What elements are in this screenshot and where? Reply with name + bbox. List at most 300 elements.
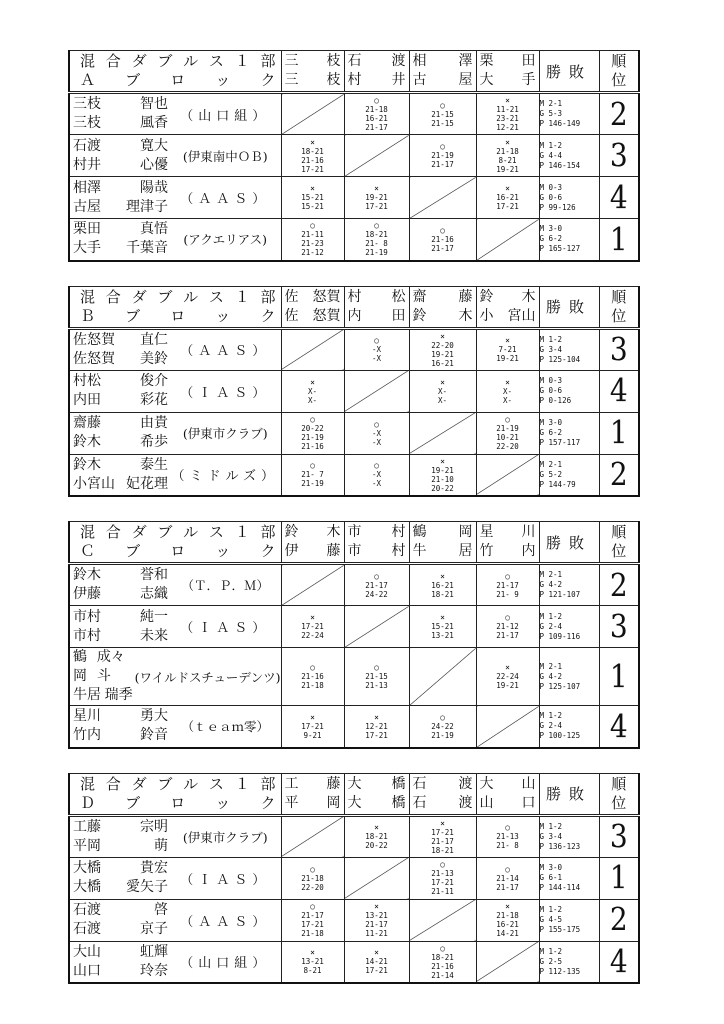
match-result	[344, 219, 409, 261]
block-table	[68, 50, 640, 262]
game-score: 22-20	[301, 882, 324, 892]
match-result	[476, 328, 539, 370]
win-mark: ○	[310, 415, 315, 424]
surname: 齋	[412, 288, 427, 305]
game-score: 9-21	[303, 730, 322, 740]
game-score: 14-21	[496, 929, 519, 938]
game-score: X-	[502, 386, 513, 396]
stat-line: P 165-127	[539, 244, 581, 254]
game-score: 21- 7	[301, 470, 324, 480]
pair-row	[69, 606, 639, 648]
surname: 村	[347, 72, 362, 88]
opponent-header	[476, 522, 539, 564]
game-score: 21-18	[301, 929, 324, 938]
surname: 手	[521, 72, 536, 88]
stat-line: M 1-2	[539, 611, 563, 621]
block-title: 混 合 ダ ブ ル ス １ 部 Ｂ ブ ロ ッ ク	[69, 286, 281, 328]
loss-mark: ×	[505, 184, 510, 193]
game-score: 18-21	[301, 146, 324, 156]
match-result	[476, 815, 539, 857]
match-result	[476, 606, 539, 648]
surname: 枝	[326, 72, 341, 88]
player-name: 石渡 啓	[73, 902, 168, 918]
surname: 屋	[458, 72, 473, 88]
game-score: 16-21	[496, 193, 519, 202]
player-name: 大手 千葉音	[73, 240, 168, 257]
pair-row	[69, 857, 639, 899]
surname: 岡	[458, 524, 473, 540]
stat-line: M 1-2	[539, 946, 563, 956]
game-score: 22-20	[496, 442, 519, 451]
stat-line: M 3-0	[539, 863, 563, 872]
game-score: 21-16	[301, 442, 324, 451]
win-loss-stats	[539, 454, 599, 496]
club-name: （山口組）	[180, 108, 271, 124]
win-mark: ○	[374, 461, 379, 471]
stat-line: G 4-5	[539, 915, 563, 924]
game-score: 17-21	[496, 202, 519, 211]
loss-mark: ×	[374, 184, 379, 193]
rank-value: 3	[599, 131, 639, 179]
win-mark: ○	[310, 864, 315, 874]
club-name: （Ｔ．Ｐ．Ｍ）	[181, 578, 269, 593]
player-name: 大山 虹輝	[73, 943, 168, 960]
player-name: 大橋 愛矢子	[73, 879, 168, 895]
win-mark: ○	[505, 613, 510, 622]
match-result	[344, 93, 409, 135]
player-name: 牛居 瑞季	[73, 687, 133, 703]
win-mark: ○	[505, 864, 510, 874]
rank-value: 1	[599, 854, 639, 902]
loss-mark: ×	[310, 137, 315, 147]
match-result	[409, 706, 476, 748]
surname: 渡	[458, 775, 473, 792]
club-name: (伊東市クラブ)	[182, 426, 268, 441]
win-loss-stats	[539, 606, 599, 648]
loss-mark: ×	[505, 336, 510, 345]
game-score: 16-21	[365, 114, 388, 123]
game-score: 21- 9	[496, 589, 519, 599]
game-score: 15-21	[301, 193, 324, 202]
match-result	[409, 941, 476, 983]
game-score: 19-21	[431, 465, 454, 475]
match-result	[281, 706, 344, 748]
surname: 渡	[458, 794, 473, 811]
surname: 田	[391, 307, 406, 324]
game-score: 22-24	[301, 631, 324, 640]
rank-value: 1	[599, 643, 639, 710]
game-score: 17-21	[431, 878, 454, 887]
match-result	[281, 454, 344, 496]
game-score: 11-21	[365, 929, 388, 938]
win-mark: ○	[374, 96, 379, 105]
surname: 木	[521, 288, 536, 305]
game-score: 7-21	[498, 345, 517, 354]
surname: 怒賀	[312, 307, 341, 324]
player-name: 村松 俊介	[73, 373, 168, 389]
rank-value: 2	[599, 560, 639, 608]
surname: 村	[347, 288, 362, 305]
rank-header: 順 位	[599, 522, 639, 564]
stat-line: M 0-3	[539, 182, 563, 192]
stat-line: M 1-2	[539, 334, 563, 344]
surname: 岡	[326, 794, 341, 811]
club-name: （ＡＡＳ）	[180, 192, 271, 207]
game-score: 21-19	[301, 479, 324, 489]
stat-line: M 3-0	[539, 418, 563, 427]
surname: 藤	[326, 543, 341, 559]
stat-line: P 146-154	[539, 160, 581, 170]
surname: 石	[412, 794, 427, 811]
surname: 内	[347, 307, 362, 324]
game-score: 19-21	[365, 193, 388, 202]
game-score: 21-19	[431, 151, 454, 160]
game-score: 22-20	[431, 340, 454, 350]
player-name: 相澤 陽哉	[73, 179, 168, 196]
rank-value: 3	[599, 602, 639, 650]
stat-line: P 112-135	[539, 966, 581, 976]
player-name: 市村 未来	[73, 627, 168, 644]
club-name: （ミドルズ）	[171, 469, 280, 485]
surname: 村	[391, 543, 406, 559]
stat-line: P 100-125	[539, 731, 581, 741]
opponent-header	[281, 773, 344, 815]
match-result	[281, 135, 344, 177]
surname: 藤	[458, 288, 473, 305]
self-match-cell	[344, 857, 409, 899]
win-mark: ○	[374, 336, 379, 345]
game-score: 8-21	[498, 155, 517, 165]
player-name: 工藤 宗明	[73, 818, 168, 835]
win-loss-header: 勝敗	[539, 522, 599, 564]
win-mark: ○	[440, 142, 445, 151]
win-loss-stats	[539, 899, 599, 941]
surname: 大	[347, 775, 362, 792]
game-score: 21-19	[431, 730, 454, 740]
self-match-cell	[281, 564, 344, 606]
player-name: 石渡 寛大	[73, 137, 168, 154]
self-match-cell	[476, 941, 539, 983]
rank-value: 1	[599, 215, 639, 263]
game-score: 23-21	[496, 114, 519, 123]
game-score: 17-21	[431, 827, 454, 837]
game-score: 12-21	[496, 123, 519, 132]
match-result	[476, 370, 539, 412]
stat-line: P 136-123	[539, 841, 581, 851]
loss-mark: ×	[440, 331, 445, 341]
pair-cell	[69, 135, 281, 177]
stat-line: G 0-6	[539, 192, 563, 202]
surname: 大	[479, 72, 494, 88]
match-result	[281, 412, 344, 454]
stat-line: G 2-5	[539, 956, 563, 966]
self-match-cell	[409, 412, 476, 454]
stat-line: G 5-2	[539, 469, 563, 479]
self-match-cell	[281, 93, 344, 135]
match-result	[281, 606, 344, 648]
match-result	[344, 412, 409, 454]
pair-row	[69, 706, 639, 748]
loss-mark: ×	[310, 377, 315, 387]
match-result	[409, 370, 476, 412]
game-score: 21-19	[301, 433, 324, 442]
win-mark: ○	[440, 860, 445, 869]
player-name: 齋藤 由貴	[73, 415, 168, 431]
club-name: (伊東南中ＯＢ)	[182, 148, 268, 164]
stat-line: M 1-2	[539, 821, 563, 831]
surname: 三	[284, 53, 299, 69]
loss-mark: ×	[310, 184, 315, 193]
loss-mark: ×	[505, 663, 510, 672]
surname: 枝	[326, 53, 341, 69]
game-score: 16-21	[496, 920, 519, 929]
player-name: 鈴木 誉和	[73, 567, 168, 583]
game-score: 21-11	[431, 887, 454, 896]
self-match-cell	[409, 899, 476, 941]
match-result	[344, 941, 409, 983]
match-result	[344, 328, 409, 370]
game-score: 18-21	[431, 589, 454, 599]
surname: 内	[521, 543, 536, 559]
header-row	[69, 522, 639, 564]
stat-line: P 157-117	[539, 438, 581, 447]
match-result	[344, 564, 409, 606]
game-score: -X	[371, 428, 382, 438]
stat-line: G 3-4	[539, 344, 563, 354]
win-mark: ○	[505, 823, 510, 832]
player-name: 佐怒賀 直仁	[73, 331, 168, 348]
win-mark: ○	[374, 419, 379, 429]
win-mark: ○	[374, 663, 379, 672]
club-name: （ＩＡＳ）	[180, 621, 271, 636]
club-name: （ＡＡＳ）	[180, 914, 271, 930]
game-score: 15-21	[301, 202, 324, 211]
stat-line: P 125-107	[539, 681, 581, 691]
rank-value: 4	[599, 938, 639, 986]
match-result	[476, 135, 539, 177]
win-mark: ○	[440, 225, 445, 235]
game-score: -X	[371, 437, 382, 447]
block-table	[68, 521, 640, 749]
loss-mark: ×	[505, 377, 510, 387]
match-result	[476, 412, 539, 454]
match-result	[476, 648, 539, 706]
surname: 工	[284, 775, 299, 792]
game-score: 18-21	[365, 230, 388, 240]
pair-cell	[69, 648, 281, 706]
pair-cell	[69, 412, 281, 454]
game-score: 21-23	[301, 239, 324, 249]
match-result	[344, 899, 409, 941]
surname: 木	[326, 524, 341, 540]
opponent-header	[476, 51, 539, 93]
game-score: -X	[371, 479, 382, 489]
win-mark: ○	[440, 712, 445, 722]
win-loss-header: 勝敗	[539, 51, 599, 93]
stat-line: G 2-4	[539, 621, 563, 631]
pair-row	[69, 941, 639, 983]
self-match-cell	[344, 135, 409, 177]
game-score: 21-17	[496, 580, 519, 590]
match-result	[409, 606, 476, 648]
game-score: 13-21	[301, 957, 324, 967]
game-score: 21-16	[431, 961, 454, 971]
surname: 川	[521, 524, 536, 540]
header-row	[69, 51, 639, 93]
game-score: -X	[371, 470, 382, 480]
opponent-header	[344, 773, 409, 815]
match-result	[476, 857, 539, 899]
stat-line: P 155-175	[539, 925, 581, 934]
stat-line: P 121-107	[539, 590, 581, 599]
game-score: 17-21	[301, 721, 324, 731]
player-name: 佐怒賀 美鈴	[73, 350, 168, 367]
win-loss-header: 勝敗	[539, 773, 599, 815]
game-score: 21-17	[365, 920, 388, 929]
loss-mark: ×	[440, 818, 445, 828]
win-loss-stats	[539, 706, 599, 748]
loss-mark: ×	[440, 571, 445, 581]
surname: 山	[479, 794, 494, 811]
match-result	[281, 648, 344, 706]
game-score: 21-14	[496, 873, 519, 883]
rank-value: 2	[599, 896, 639, 944]
surname: 鶴	[412, 524, 427, 540]
game-score: X-	[437, 395, 448, 405]
pair-row	[69, 815, 639, 857]
pair-row	[69, 412, 639, 454]
rank-value: 4	[599, 702, 639, 750]
game-score: 21-14	[431, 970, 454, 980]
stat-line: P 99-126	[539, 202, 576, 212]
loss-mark: ×	[310, 948, 315, 958]
player-name: 内田 彩花	[73, 392, 168, 408]
stat-line: M 1-2	[539, 140, 563, 150]
surname: 怒賀	[312, 288, 341, 305]
win-mark: ○	[440, 100, 445, 110]
player-name: 三枝 風香	[73, 115, 168, 131]
pair-row	[69, 370, 639, 412]
stat-line: M 2-1	[539, 570, 563, 579]
match-result	[281, 177, 344, 219]
game-score: 17-21	[365, 966, 388, 976]
stat-line: G 4-2	[539, 671, 563, 681]
surname: 居	[458, 543, 473, 559]
stat-line: G 3-4	[539, 831, 563, 841]
club-name: (アクエリアス)	[183, 232, 268, 248]
loss-mark: ×	[505, 137, 510, 147]
club-name: （山口組）	[180, 956, 271, 972]
game-score: X-	[307, 395, 318, 405]
player-name: 栗田 真悟	[73, 221, 168, 238]
player-name: 大橋 貴宏	[73, 860, 168, 876]
stat-line: G 2-4	[539, 721, 563, 731]
self-match-cell	[409, 648, 476, 706]
game-score: 21-13	[431, 869, 454, 878]
surname: 栗	[479, 53, 494, 69]
game-score: 24-22	[365, 589, 388, 599]
loss-mark: ×	[440, 613, 445, 622]
win-mark: ○	[505, 571, 510, 581]
surname: 市	[347, 543, 362, 559]
match-result	[476, 899, 539, 941]
stat-line: G 6-1	[539, 873, 563, 882]
game-score: 21- 8	[365, 239, 388, 249]
stat-line: M 0-3	[539, 376, 563, 385]
game-score: 17-21	[301, 920, 324, 929]
game-score: 17-21	[301, 622, 324, 631]
game-score: 21-19	[365, 248, 388, 258]
block-title: 混 合 ダ ブ ル ス １ 部 Ａ ブ ロ ッ ク	[69, 51, 281, 93]
win-mark: ○	[310, 221, 315, 231]
block-table	[68, 773, 640, 985]
match-result	[476, 177, 539, 219]
match-result	[476, 564, 539, 606]
game-score: 22-24	[496, 672, 519, 681]
game-score: 19-21	[431, 349, 454, 359]
win-mark: ○	[374, 571, 379, 581]
results-sheet	[68, 50, 638, 1008]
pair-row	[69, 135, 639, 177]
player-name: 山口 玲奈	[73, 962, 168, 979]
stat-line: P 125-104	[539, 354, 581, 364]
stat-line: M 1-2	[539, 711, 563, 721]
game-score: 10-21	[496, 433, 519, 442]
pair-cell	[69, 941, 281, 983]
loss-mark: ×	[310, 613, 315, 622]
header-row	[69, 286, 639, 328]
surname: 松	[391, 288, 406, 305]
game-score: 21-18	[301, 873, 324, 883]
player-name: 三枝 智也	[73, 96, 168, 112]
rank-value: 1	[599, 409, 639, 457]
game-score: 18-21	[431, 845, 454, 855]
win-loss-stats	[539, 219, 599, 261]
game-score: -X	[371, 354, 382, 363]
pair-row	[69, 93, 639, 135]
match-result	[344, 815, 409, 857]
loss-mark: ×	[374, 712, 379, 722]
game-score: 8-21	[303, 966, 322, 976]
surname: 渡	[391, 53, 406, 69]
game-score: 13-21	[431, 631, 454, 640]
match-result	[409, 454, 476, 496]
stat-line: M 1-2	[539, 905, 563, 914]
loss-mark: ×	[310, 712, 315, 722]
rank-value: 3	[599, 812, 639, 860]
win-loss-header: 勝敗	[539, 286, 599, 328]
opponent-header	[344, 286, 409, 328]
self-match-cell	[281, 815, 344, 857]
player-name: 鶴岡 成々斗	[73, 649, 125, 684]
game-score: 18-21	[431, 952, 454, 962]
loss-mark: ×	[505, 902, 510, 911]
surname: 井	[391, 72, 406, 88]
win-loss-stats	[539, 328, 599, 370]
opponent-header	[409, 773, 476, 815]
surname: 竹	[479, 543, 494, 559]
player-name: 小宮山 妃花理	[73, 475, 168, 492]
pair-cell	[69, 454, 281, 496]
win-loss-stats	[539, 815, 599, 857]
game-score: 21-17	[365, 580, 388, 590]
surname: 牛	[412, 543, 427, 559]
game-score: 20-22	[431, 483, 454, 493]
stat-line: P 146-149	[539, 119, 581, 128]
pair-cell	[69, 564, 281, 606]
game-score: 16-21	[431, 358, 454, 368]
stat-line: G 4-4	[539, 150, 563, 160]
